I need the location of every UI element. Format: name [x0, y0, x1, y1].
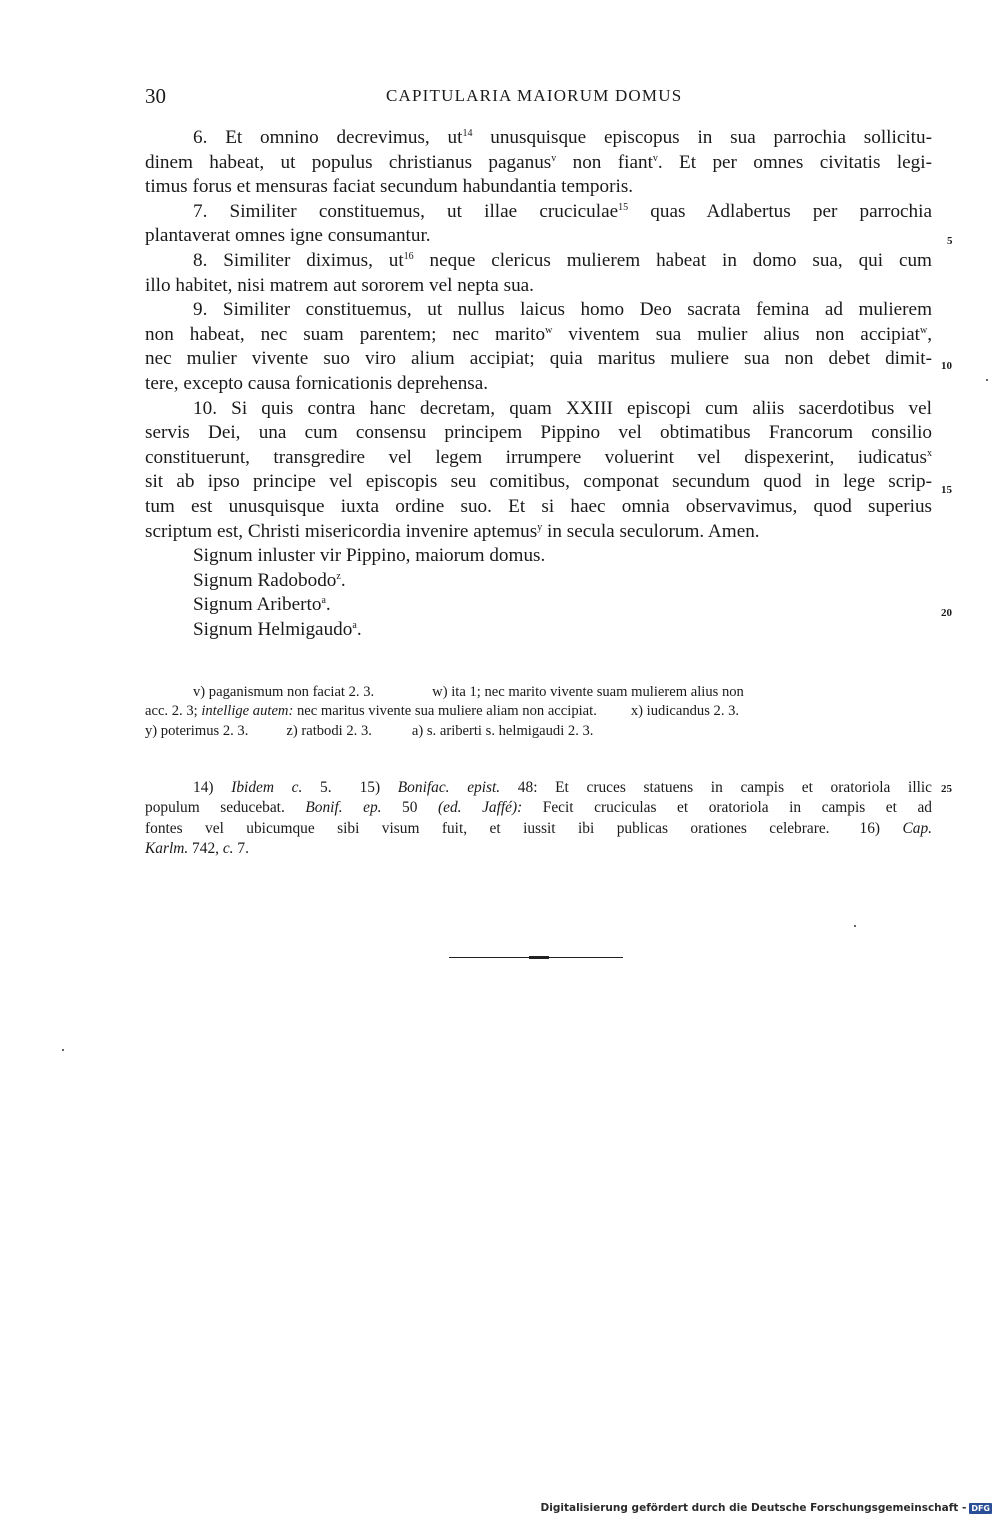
source-line: populum seducebat. Bonif. ep. 50 (ed. Jaffé): Fecit cruciculas et oratoriola in campis et ad: [145, 799, 932, 817]
signature-line: Signum Radobodo$^z$.: [193, 569, 346, 591]
scan-speck: [986, 379, 988, 381]
text-line: timus forus et mensuras faciat secundum habundantia temporis.: [145, 176, 634, 198]
text-line: tum est unusquisque iuxta ordine suo. Et si haec omnia observavimus, quod superius: [145, 495, 932, 517]
text-line: plantaverat omnes igne consumantur.: [145, 225, 431, 247]
signature-line: Signum inluster vir Pippino, maiorum domus.: [193, 545, 546, 567]
text-line: constituerunt, transgredire vel legem irrumpere voluerint vel dispexerint, iudicatus$^x$: [145, 446, 932, 468]
footnote-line: y) poterimus 2. 3. z) ratbodi 2. 3. a) s. ariberti s. helmigaudi 2. 3.: [145, 722, 594, 739]
credit-text: Digitalisierung gefördert durch die Deutsche Forschungsgemeinschaft -: [540, 1502, 967, 1514]
source-line: fontes vel ubicumque sibi visum fuit, et iussit ibi publicas orationes celebrare. 16) Cap.: [145, 819, 932, 837]
source-line: 14) Ibidem c. 5. 15) Bonifac. epist. 48: Et cruces statuens in campis et oratoriola illic: [193, 779, 932, 796]
margin-line-number: 20: [941, 607, 952, 619]
text-line: 7. Similiter constituemus, ut illae cruciculae$^{15}$ quas Adlabertus per parrochia: [193, 200, 932, 222]
text-line: 8. Similiter diximus, $ut^{16}$ neque clericus mulierem habeat in domo sua, qui cum: [193, 249, 932, 271]
footnote-line: v) paganismum non faciat 2. 3. w) ita 1; nec marito vivente suam mulierem alius non: [193, 684, 744, 700]
margin-line-number: 25: [941, 783, 952, 795]
running-head: CAPITULARIA MAIORUM DOMUS: [386, 86, 683, 105]
section-rule: [449, 957, 623, 958]
text-line: 10. Si quis contra hanc decretam, quam XXIII episcopi cum aliis sacerdotibus vel: [193, 397, 932, 419]
margin-line-number: 5: [947, 235, 953, 247]
variant-footnotes: [145, 683, 932, 741]
source-line: Karlm. 742, c. 7.: [145, 840, 249, 858]
text-line: servis Dei, una cum consensu principem Pippino vel obtimatibus Francorum consilio: [145, 422, 932, 444]
text-line: nec mulier vivente suo viro alium accipiat; quia maritus muliere sua non debet dimit-: [145, 348, 932, 370]
margin-line-number: 15: [941, 484, 952, 496]
dfg-logo: DFG: [971, 1503, 990, 1513]
page-number: 30: [145, 84, 166, 108]
text-line: dinem habeat, ut populus christianus paganus$^v$ non fiant$^v$. Et per omnes civitatis legi-: [145, 151, 932, 173]
scan-speck: [854, 925, 856, 927]
text-line: 6. Et omnino decrevimus, $ut^{14}$ unusquisque episcopus in sua parrochia sollicitu-: [193, 127, 932, 148]
signature-line: Signum Helmigaudo$^a$.: [193, 618, 362, 640]
source-notes: [145, 778, 932, 860]
scan-speck: [62, 1049, 64, 1051]
signature-line: Signum Ariberto$^a$.: [193, 594, 331, 616]
text-line: tere, excepto causa fornicationis deprehensa.: [145, 372, 489, 394]
text-line: scriptum est, Christi misericordia invenire aptemus$^y$ in secula seculorum. Amen.: [145, 520, 760, 542]
text-line: 9. Similiter constituemus, ut nullus laicus homo Deo sacrata femina ad mulierem: [193, 299, 932, 321]
margin-line-number: 10: [941, 360, 952, 372]
text-line: sit ab ipso principe vel episcopis seu comitibus, componat secundum quod in lege scrip-: [145, 471, 932, 493]
footnote-line: acc. 2. 3; intellige autem: nec maritus vivente sua muliere aliam non accipiat. x) iudicandus 2. 3.: [145, 703, 740, 720]
text-line: non habeat, nec suam parentem; nec marito$^w$ viventem sua mulier alius non accipiat$^w$,: [145, 323, 932, 345]
digitization-credit: [541, 1502, 992, 1514]
text-line: illo habitet, nisi matrem aut sororem vel nepta sua.: [145, 274, 534, 296]
main-text: [145, 126, 932, 642]
